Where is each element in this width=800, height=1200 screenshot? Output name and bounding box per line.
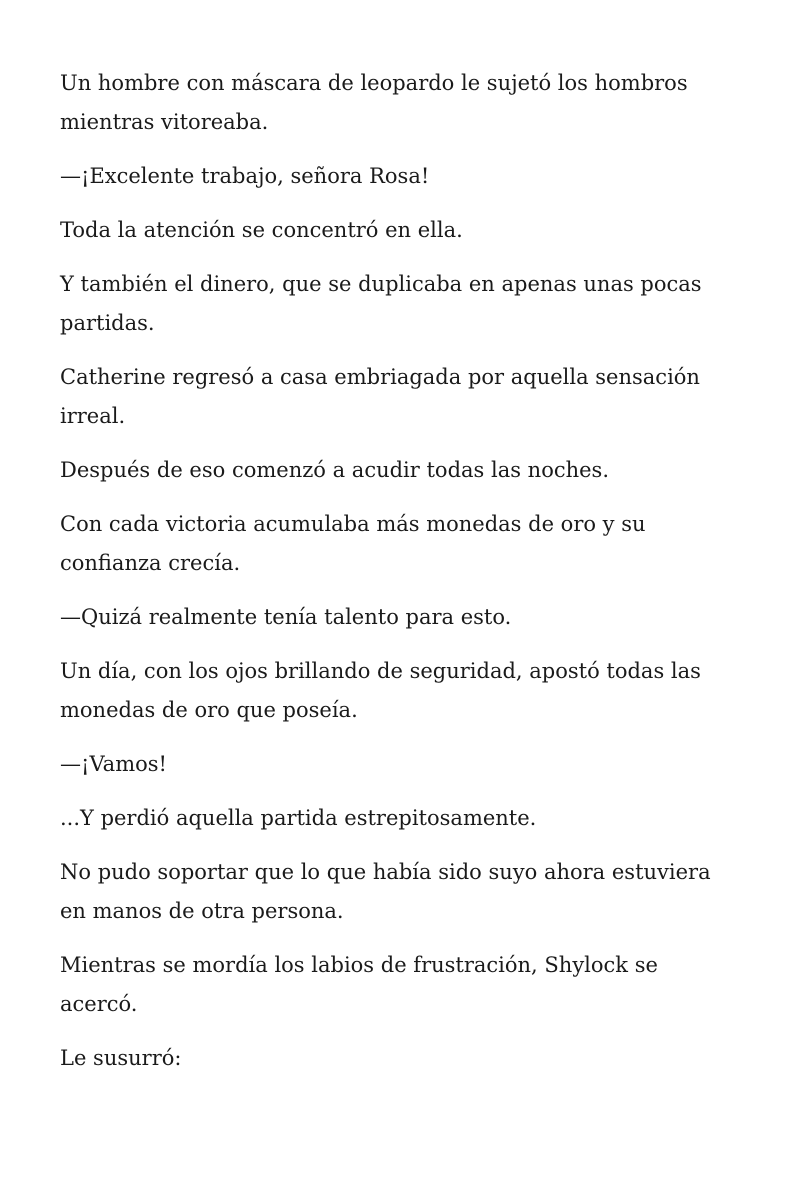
paragraph: Catherine regresó a casa embriagada por aquella sensación irreal.	[60, 365, 700, 428]
paragraph: Y también el dinero, que se duplicaba en apenas unas pocas partidas.	[60, 272, 702, 335]
paragraph: No pudo soportar que lo que había sido suyo ahora estuviera en manos de otra persona.	[60, 860, 711, 923]
paragraph: —¡Excelente trabajo, señora Rosa!	[60, 164, 430, 188]
paragraph: Un hombre con máscara de leopardo le sujetó los hombros mientras vitoreaba.	[60, 71, 688, 134]
paragraph: Un día, con los ojos brillando de seguridad, apostó todas las monedas de oro que poseía.	[60, 659, 701, 722]
paragraph: Mientras se mordía los labios de frustración, Shylock se acercó.	[60, 953, 658, 1016]
story-text	[60, 64, 740, 1078]
paragraph: Después de eso comenzó a acudir todas las noches.	[60, 458, 610, 482]
paragraph: Toda la atención se concentró en ella.	[60, 218, 463, 242]
paragraph: Con cada victoria acumulaba más monedas de oro y su confianza crecía.	[60, 512, 646, 575]
paragraph: Le susurró:	[60, 1046, 182, 1070]
paragraph: ...Y perdió aquella partida estrepitosamente.	[60, 806, 537, 830]
paragraph: —Quizá realmente tenía talento para esto.	[60, 605, 512, 629]
paragraph: —¡Vamos!	[60, 752, 167, 776]
